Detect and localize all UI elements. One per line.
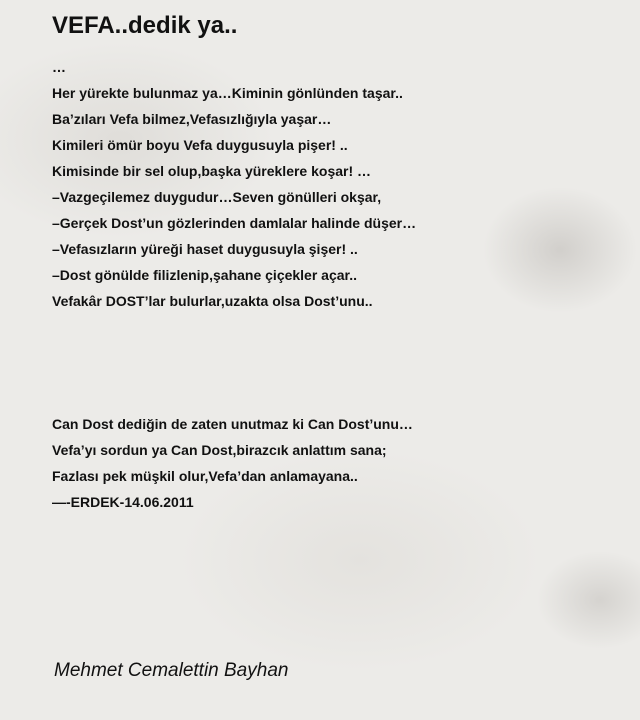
poem-line: –Gerçek Dost’un gözlerinden damlalar halinde düşer…	[52, 215, 417, 231]
poem-line: Can Dost dediğin de zaten unutmaz ki Can Dost’unu…	[52, 416, 413, 432]
poem-line: Vefakâr DOST’lar bulurlar,uzakta olsa Dost’unu..	[52, 293, 373, 309]
poem-line: –Vazgeçilemez duygudur…Seven gönülleri okşar,	[52, 189, 382, 205]
poem-line: Fazlası pek müşkil olur,Vefa’dan anlamayana..	[52, 468, 358, 484]
poem-line: Her yürekte bulunmaz ya…Kiminin gönlünden taşar..	[52, 85, 403, 101]
poem-line: Kimileri ömür boyu Vefa duygusuyla pişer! ..	[52, 137, 348, 153]
poem-signature: —-ERDEK-14.06.2011	[52, 494, 194, 510]
poem-line: Ba’zıları Vefa bilmez,Vefasızlığıyla yaşar…	[52, 111, 332, 127]
poem-author: Mehmet Cemalettin Bayhan	[54, 660, 289, 681]
poem-line: –Dost gönülde filizlenip,şahane çiçekler açar..	[52, 267, 357, 283]
poem-line: Kimisinde bir sel olup,başka yüreklere koşar! …	[52, 163, 372, 179]
poem-line: …	[52, 59, 66, 75]
poem-title: VEFA..dedik ya..	[52, 12, 238, 39]
stanza-2	[52, 411, 413, 515]
poem-line: Vefa’yı sordun ya Can Dost,birazcık anlattım sana;	[52, 442, 387, 458]
poem-line: –Vefasızların yüreği haset duygusuyla şişer! ..	[52, 241, 358, 257]
stanza-1	[52, 54, 416, 314]
